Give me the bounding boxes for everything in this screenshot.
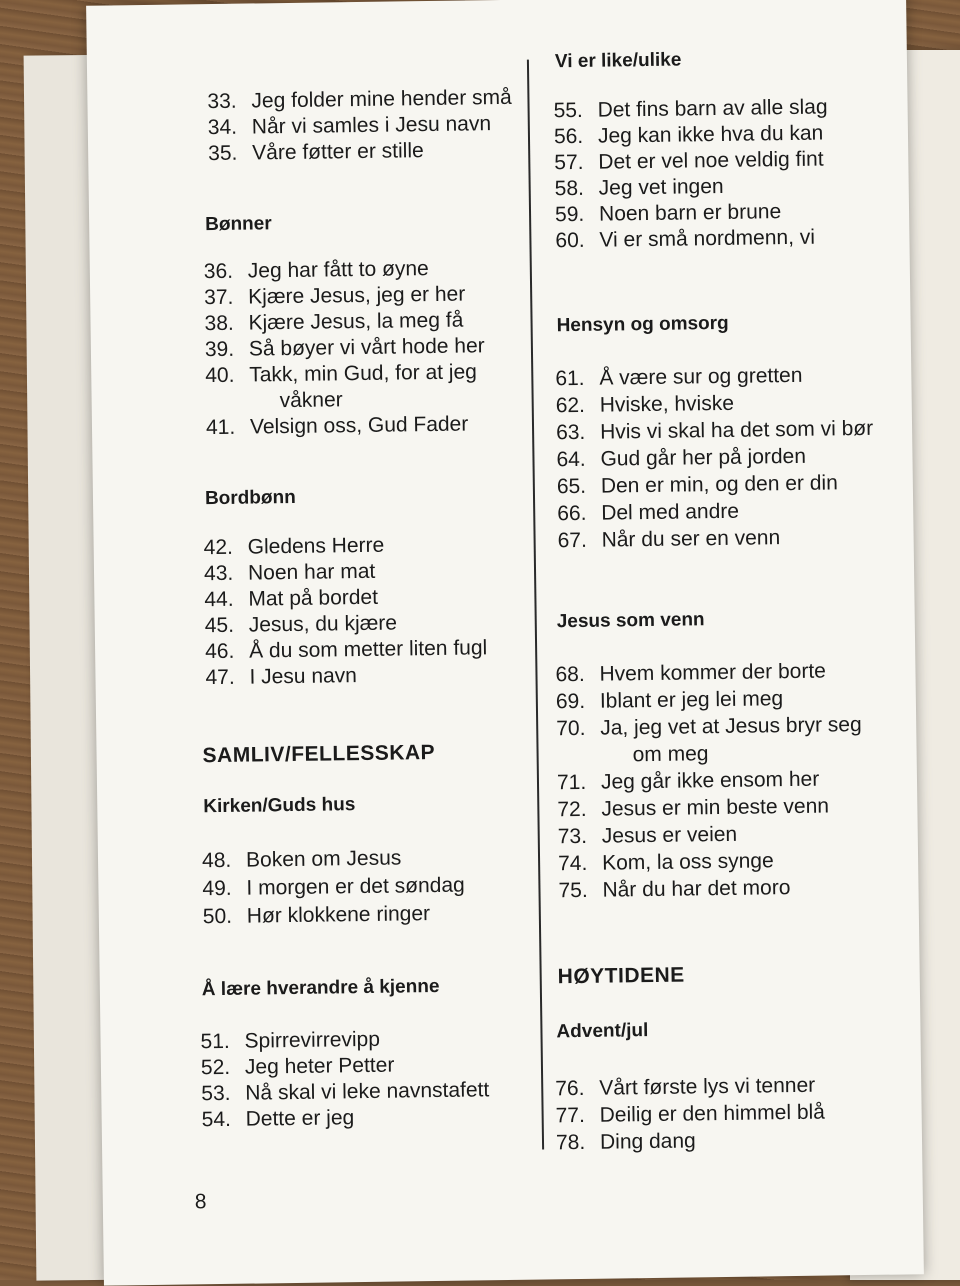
page-number: 8 (194, 1190, 207, 1214)
list-item: 57. Det er vel noe veldig fint (554, 147, 824, 175)
section-hoytidene: HØYTIDENE (557, 963, 685, 989)
list-item: 71. Jeg går ikke ensom her (556, 767, 820, 795)
list-item: 54. Dette er jeg (201, 1106, 355, 1132)
list-item: 67. Når du ser en venn (557, 526, 781, 553)
list-item: 37. Kjære Jesus, jeg er her (204, 282, 466, 310)
list-item: 76. Vårt første lys vi tenner (555, 1073, 816, 1101)
heading-jesus-venn: Jesus som venn (556, 609, 705, 633)
list-item-continuation: våkner (279, 388, 343, 413)
list-item: 34. Når vi samles i Jesu navn (207, 112, 492, 140)
list-item: 78. Ding dang (555, 1129, 696, 1155)
heading-bordbonn: Bordbønn (204, 486, 296, 510)
list-item: 51. Spirrevirrevipp (200, 1027, 381, 1054)
list-item: 36. Jeg har fått to øyne (203, 257, 429, 284)
list-item: 64. Gud går her på jorden (556, 444, 807, 472)
list-item: 44. Mat på bordet (204, 585, 379, 612)
list-item: 38. Kjære Jesus, la meg få (204, 308, 464, 336)
list-item: 69. Iblant er jeg lei meg (555, 687, 784, 714)
book-page (86, 0, 924, 1286)
list-item: 45. Jesus, du kjære (204, 611, 398, 638)
list-item: 60. Vi er små nordmenn, vi (555, 225, 816, 253)
list-item: 42. Gledens Herre (203, 533, 385, 560)
heading-laere: Å lære hverandre å kjenne (201, 975, 440, 1001)
list-item: 72. Jesus er min beste venn (557, 794, 830, 822)
section-samliv: SAMLIV/FELLESSKAP (202, 740, 436, 768)
column-divider (527, 60, 544, 1150)
list-item: 56. Jeg kan ikke hva du kan (553, 121, 824, 149)
list-item: 70. Ja, jeg vet at Jesus bryr seg (556, 713, 862, 741)
heading-bonner: Bønner (205, 213, 272, 236)
list-item: 49. I morgen er det søndag (202, 873, 465, 901)
list-item: 47. I Jesu navn (205, 664, 358, 690)
list-item: 50. Hør klokkene ringer (202, 902, 431, 929)
heading-hensyn: Hensyn og omsorg (556, 312, 729, 337)
list-item: 62. Hviske, hviske (555, 391, 735, 418)
list-item: 68. Hvem kommer der borte (555, 659, 827, 687)
list-item: 73. Jesus er veien (557, 822, 738, 849)
list-item: 74. Kom, la oss synge (557, 849, 774, 876)
list-item: 33. Jeg folder mine hender små (207, 85, 512, 114)
list-item: 48. Boken om Jesus (201, 846, 402, 873)
list-item: 66. Del med andre (557, 499, 740, 526)
list-item: 43. Noen har mat (203, 559, 376, 586)
list-item: 58. Jeg vet ingen (554, 174, 724, 201)
list-item: 55. Det fins barn av alle slag (553, 95, 828, 123)
list-item: 77. Deilig er den himmel blå (555, 1100, 826, 1128)
list-item: 46. Å du som metter liten fugl (204, 636, 488, 664)
list-item: 61. Å være sur og gretten (555, 363, 803, 391)
heading-advent: Advent/jul (556, 1020, 649, 1043)
list-item: 39. Så bøyer vi vårt hode her (204, 334, 485, 362)
list-item: 41. Velsign oss, Gud Fader (205, 412, 469, 440)
list-item: 52. Jeg heter Petter (200, 1053, 395, 1080)
list-item: 63. Hvis vi skal ha det som vi bør (555, 416, 874, 445)
list-item: 65. Den er min, og den er din (556, 471, 838, 499)
list-item-continuation: om meg (632, 742, 709, 767)
heading-kirken: Kirken/Guds hus (203, 794, 356, 818)
list-item: 75. Når du har det moro (558, 876, 791, 903)
list-item: 40. Takk, min Gud, for at jeg (205, 360, 478, 388)
list-item: 35. Våre føtter er stille (208, 139, 424, 166)
heading-vi-er-like: Vi er like/ulike (554, 49, 682, 73)
list-item: 59. Noen barn er brune (554, 200, 782, 227)
list-item: 53. Nå skal vi leke navnstafett (201, 1078, 490, 1106)
